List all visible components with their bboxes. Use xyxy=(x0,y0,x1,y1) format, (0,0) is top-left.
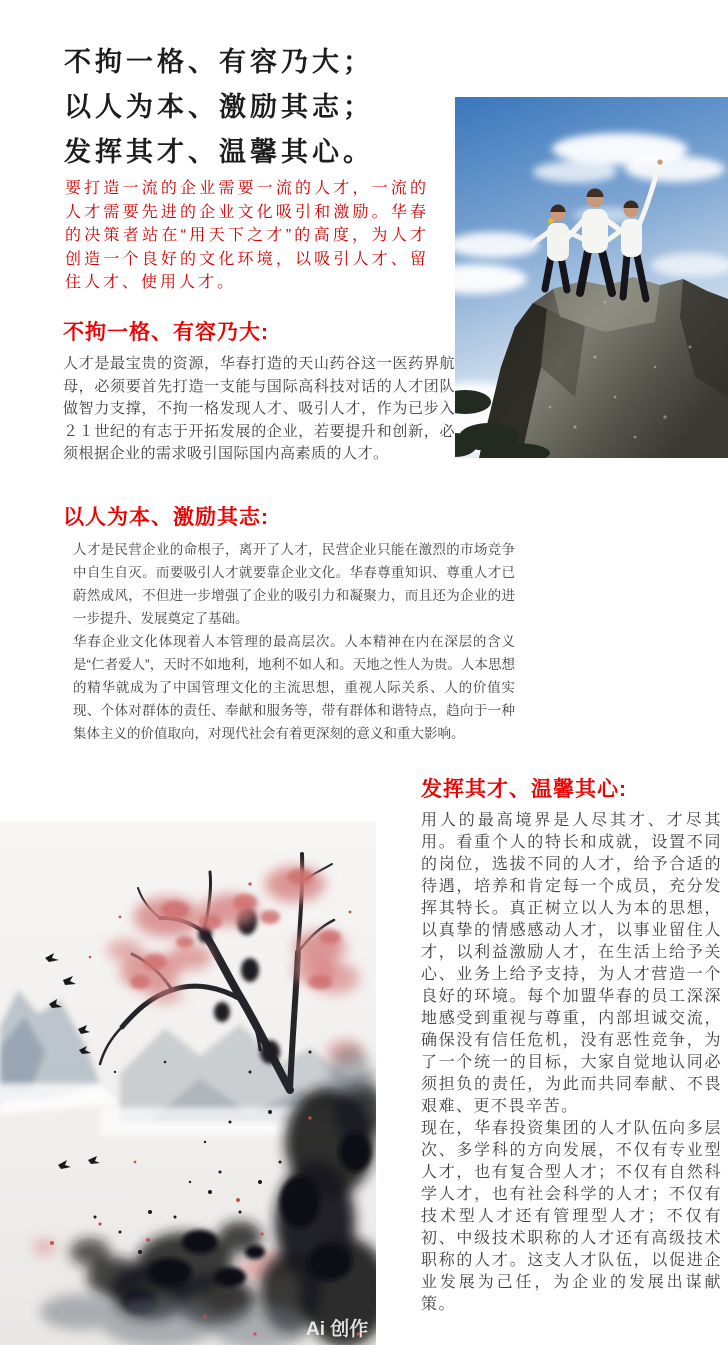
title-line-3: 发挥其才、温馨其心。 xyxy=(64,137,374,167)
title-line-2: 以人为本、激励其志； xyxy=(64,92,374,122)
section-develop-talent xyxy=(421,777,724,1316)
ink-painting-graphic xyxy=(0,822,376,1345)
intro-paragraph: 要打造一流的企业需要一流的人才，一流的人才需要先进的企业文化吸引和激励。华春的决策者站在“用天下之才”的高度，为人才创造一个良好的文化环境，以吸引人才、留住人才、使用人才。 xyxy=(65,180,429,291)
section-paragraph: 华春企业文化体现着人本管理的最高层次。人本精神在内在深层的含义是“仁者爱人”，天时不如地利，地利不如人和。天地之性人为贵。人本思想的精华就成为了中国管理文化的主流思想，重视人际关系、人的价值实现、个体对群体的责任、奉献和服务等，带有群体和谐特点，趋向于一种集体主义的价值取向，对现代社会有着更深刻的意义和重大影响。 xyxy=(73,634,515,741)
section-heading: 发挥其才、温馨其心: xyxy=(421,778,627,801)
watermark-text: Ai 创作 xyxy=(306,1319,369,1340)
ink-painting xyxy=(0,822,376,1345)
section-recruit-talent xyxy=(63,320,455,466)
page-title xyxy=(64,40,374,175)
section-heading: 不拘一格、有容乃大: xyxy=(63,321,269,344)
cliff-photo xyxy=(455,97,728,458)
section-people-oriented xyxy=(63,505,518,745)
section-paragraph: 人才是最宝贵的资源，华春打造的天山药谷这一医药界航母，必须要首先打造一支能与国际高科技对话的人才团队做智力支撑，不拘一格发现人才、吸引人才，作为已步入２１世纪的有志于开拓发展的企业，若要提升和创新，必须根据企业的需求吸引国际国内高素质的人才。 xyxy=(63,355,455,462)
title-line-1: 不拘一格、有容乃大； xyxy=(64,47,374,77)
cliff-photo-graphic xyxy=(455,97,728,458)
section-paragraph: 现在，华春投资集团的人才队伍向多层次、多学科的方向发展，不仅有专业型人才，也有复合型人才；不仅有自然科学人才，也有社会科学的人才；不仅有技术型人才还有管理型人才；不仅有初、中级技术职称的人才还有高级技术职称的人才。这支人才队伍，以促进企业发展为己任，为企业的发展出谋献策。 xyxy=(421,1120,722,1313)
section-paragraph: 用人的最高境界是人尽其才、才尽其用。看重个人的特长和成就，设置不同的岗位，选拔不同的人才，给予合适的待遇，培养和肯定每一个成员，充分发挥其特长。真正树立以人为本的思想，以真挚的情感感动人才，以事业留住人才，以利益激励人才，在生活上给予关心、业务上给予支持，为人才营造一个良好的环境。每个加盟华春的员工深深地感受到重视与尊重，内部坦诚交流，确保没有信任危机，没有恶性竞争，为了一个统一的目标，大家自觉地认同必须担负的责任，为此而共同奉献、不畏艰难、更不畏辛苦。 xyxy=(421,812,722,1115)
section-heading: 以人为本、激励其志: xyxy=(63,506,269,529)
section-paragraph: 人才是民营企业的命根子，离开了人才，民营企业只能在激烈的市场竞争中自生自灭。而要吸引人才就要靠企业文化。华春尊重知识、尊重人才已蔚然成风，不但进一步增强了企业的吸引力和凝聚力，而且还为企业的进一步提升、发展奠定了基础。 xyxy=(73,542,515,626)
